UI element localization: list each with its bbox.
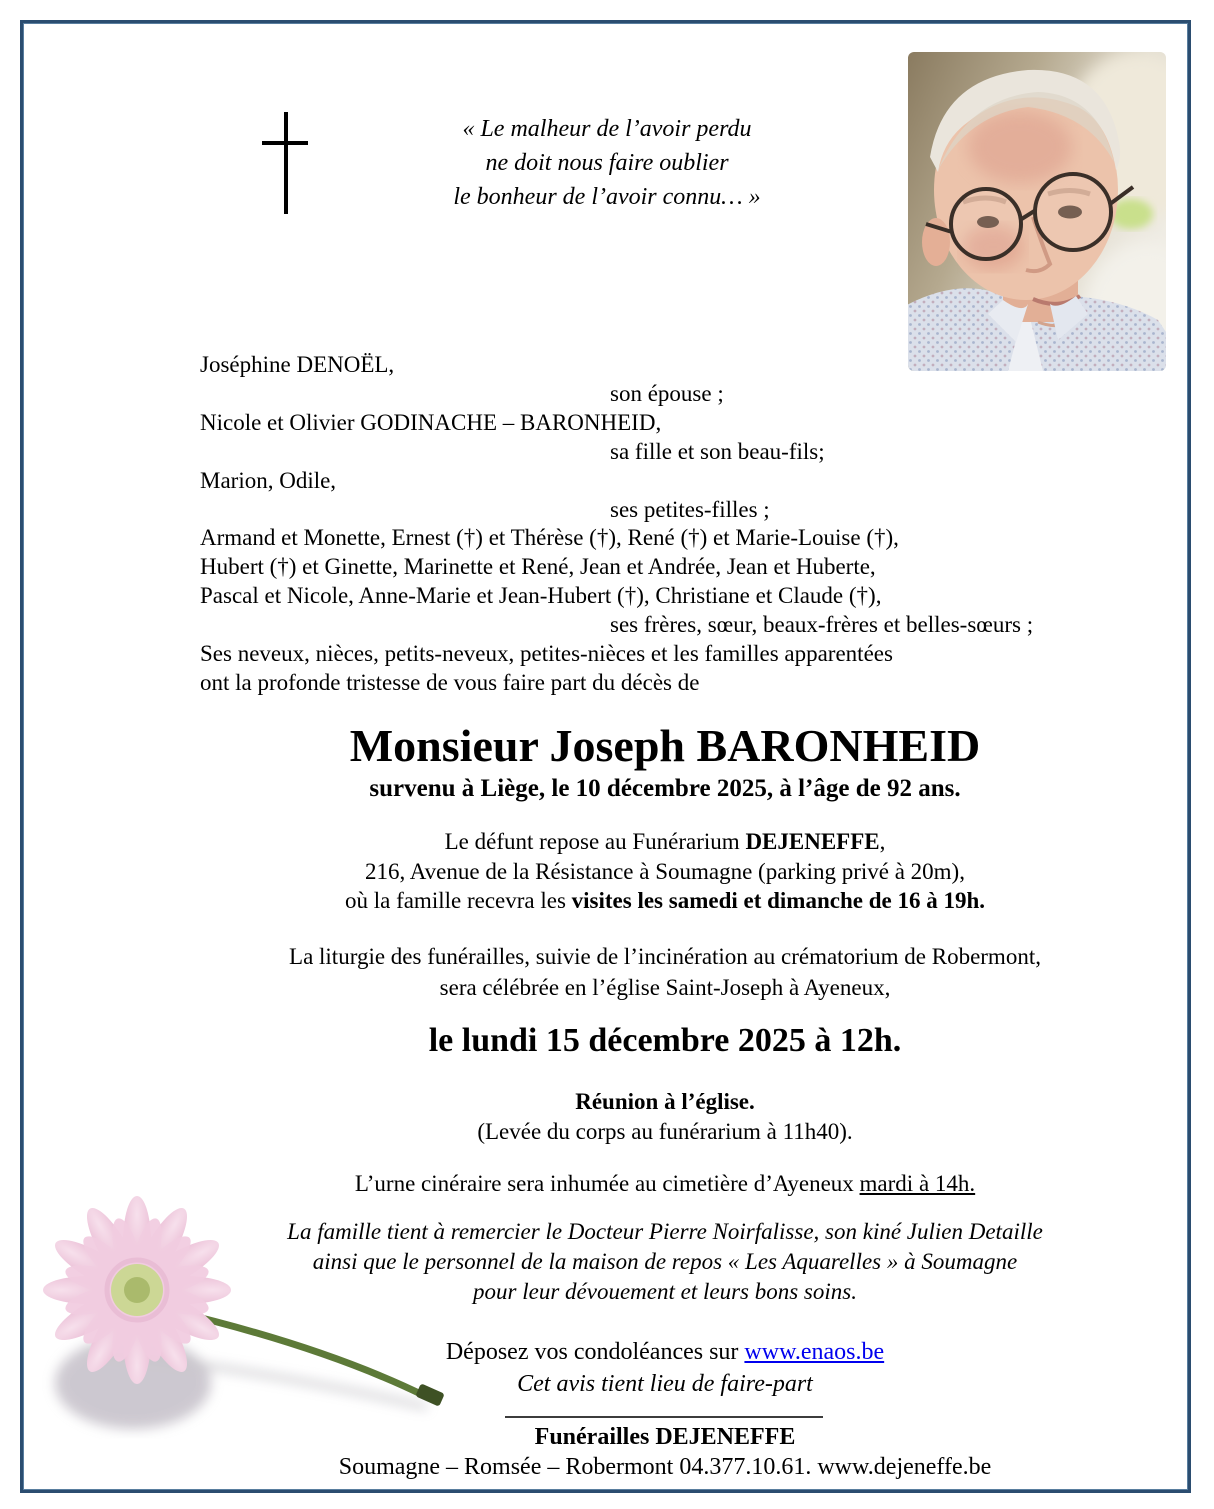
family-line: Marion, Odile, [200, 467, 337, 493]
liturgy-info [200, 941, 1130, 1003]
family-line: Hubert (†) et Ginette, Marinette et René, Jean et Andrée, Jean et Huberte, [200, 554, 876, 580]
meeting-place: Réunion à l’église. [575, 1089, 755, 1114]
faire-part-notice: Cet avis tient lieu de faire-part [517, 1371, 813, 1397]
relation-line: son épouse ; [610, 380, 724, 406]
family-line: Nicole et Olivier GODINACHE – BARONHEID, [200, 409, 662, 435]
urn-time: mardi à 14h. [859, 1171, 976, 1196]
death-details: survenu à Liège, le 10 décembre 2025, à l’âge de 92 ans. [369, 775, 961, 802]
cross-horizontal-bar [262, 141, 308, 145]
quote-line: « Le malheur de l’avoir perdu [462, 116, 752, 142]
family-announcement [200, 351, 1135, 698]
relation-line: sa fille et son beau-fils; [610, 438, 825, 464]
funeral-home-name: DEJENEFFE [745, 829, 880, 854]
funeral-home-contact: Soumagne – Romsée – Robermont 04.377.10.61. www.dejeneffe.be [338, 1454, 992, 1480]
liturgy-line-1: La liturgie des funérailles, suivie de l’incinération au crématorium de Robermont, [289, 944, 1041, 969]
relation-line: ses frères, sœur, beaux-frères et belles-sœurs ; [610, 612, 1034, 638]
urn-text: L’urne cinéraire sera inhumée au cimetière d’Ayeneux [354, 1171, 860, 1196]
repose-line-1 [200, 827, 1130, 857]
family-line: ont la profonde tristesse de vous faire part du décès de [200, 669, 700, 695]
liturgy-line-2: sera célébrée en l’église Saint-Joseph à Ayeneux, [439, 975, 891, 1000]
condolences-text: Déposez vos condoléances sur [445, 1339, 745, 1365]
deceased-name: Monsieur Joseph BARONHEID [349, 720, 981, 771]
thanks-line-3: pour leur dévouement et leurs bons soins. [473, 1279, 857, 1304]
family-line: Ses neveux, nièces, petits-neveux, petites-nièces et les familles apparentées [200, 641, 893, 667]
family-line: Armand et Monette, Ernest (†) et Thérèse (†), René (†) et Marie-Louise (†), [200, 525, 899, 551]
repose-text: , [879, 829, 886, 854]
ceremony-date: le lundi 15 décembre 2025 à 12h. [428, 1022, 902, 1059]
visit-hours: visites les samedi et dimanche de 16 à 19h. [571, 888, 986, 913]
enaos-link[interactable]: www.enaos.be [744, 1339, 885, 1365]
repose-visits [200, 886, 1130, 916]
repose-text: où la famille recevra les [344, 888, 572, 913]
meeting-info [200, 1087, 1130, 1147]
family-line: Joséphine DENOËL, [200, 352, 395, 377]
body-removal: (Levée du corps au funérarium à 11h40). [477, 1119, 853, 1144]
funeral-home-title: Funérailles DEJENEFFE [534, 1424, 796, 1450]
thanks-line-2: ainsi que le personnel de la maison de repos « Les Aquarelles » à Soumagne [312, 1249, 1018, 1274]
repose-address: 216, Avenue de la Résistance à Soumagne (parking privé à 20m), [365, 858, 965, 884]
quote-line: le bonheur de l’avoir connu… » [453, 184, 761, 210]
quote-line: ne doit nous faire oublier [485, 150, 729, 176]
flower-image [25, 1185, 465, 1485]
relation-line: ses petites-filles ; [610, 496, 770, 522]
flower-illustration [25, 1185, 465, 1485]
footer-divider [505, 1416, 823, 1418]
memorial-quote [420, 112, 794, 214]
repose-info [200, 827, 1130, 916]
portrait-photo [908, 52, 1166, 371]
family-line: Pascal et Nicole, Anne-Marie et Jean-Hubert (†), Christiane et Claude (†), [200, 583, 882, 609]
repose-text: Le défunt repose au Funérarium [444, 829, 746, 854]
thanks-line-1: La famille tient à remercier le Docteur Pierre Noirfalisse, son kiné Julien Detaille [287, 1219, 1043, 1244]
cross-vertical-bar [284, 112, 288, 214]
portrait-illustration [908, 52, 1166, 371]
